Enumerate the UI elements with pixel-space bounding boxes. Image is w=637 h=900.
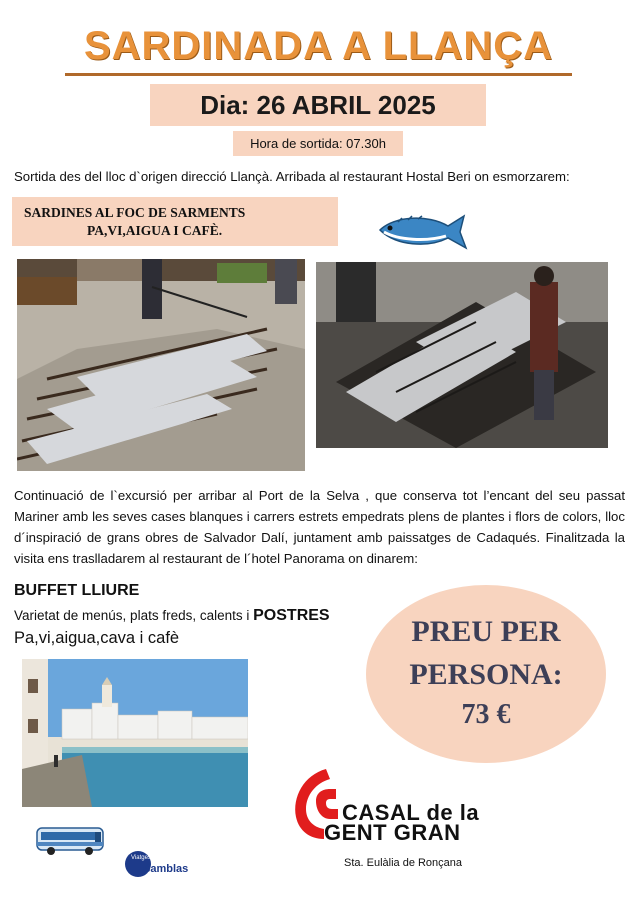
breakfast-menu-line-2: PA,VI,AIGUA I CAFÈ. [87, 223, 223, 238]
casal-name-line-2: GENT GRAN [324, 820, 461, 845]
lunch-drinks: Pa,vi,aigua,cava i cafè [14, 629, 180, 647]
samblas-tagline: Viatges [131, 855, 151, 861]
photo-sardine-grill [17, 259, 305, 471]
intro-paragraph: Sortida des del lloc d`origen direcció Llançà. Arribada al restaurant Hostal Beri on esmorzarem: [14, 169, 570, 184]
breakfast-menu-line-1: SARDINES AL FOC DE SARMENTS [24, 205, 246, 220]
price-circle [366, 585, 606, 763]
breakfast-menu-box [12, 197, 338, 246]
poster-title: SARDINADA A LLANÇA [83, 24, 554, 68]
casal-location: Sta. Eulàlia de Ronçana [344, 857, 463, 869]
price-label-line-1: PREU PER [411, 615, 561, 648]
buffet-title: BUFFET LLIURE [14, 582, 140, 599]
departure-time: Hora de sortida: 07.30h [233, 131, 403, 156]
menu-variety [14, 607, 330, 625]
date-banner: Dia: 26 ABRIL 2025 [150, 84, 486, 126]
description-paragraph: Continuació de l`excursió per arribar al Port de la Selva , que conserva tot l’encant del seu passat Mariner amb les seves cases blanques i carrers estrets empedrats plens de plantes i flors de colors, lloc d´inspiració de grans obres de Salvador Dalí, juntament amb paissatges de Cadaqués. Finalitzada la visita ens traslladarem al restaurant de l´hotel Panorama on dinarem: [14, 488, 625, 566]
casal-name-line-1: CASAL de la [342, 800, 480, 825]
menu-variety-text: Varietat de menús, plats freds, calents i [14, 608, 254, 623]
price-label-line-2: PERSONA: [409, 658, 563, 691]
samblas-name: Samblas [143, 863, 189, 875]
price-amount: 73 € [461, 699, 511, 730]
desserts-label: POSTRES [253, 607, 330, 624]
photo-sardine-barbecue [316, 262, 608, 448]
title-underline [65, 73, 572, 76]
samblas-logo [125, 851, 195, 881]
sardine-icon [376, 208, 468, 256]
bus-icon [35, 824, 107, 858]
photo-coastal-town [22, 659, 248, 807]
